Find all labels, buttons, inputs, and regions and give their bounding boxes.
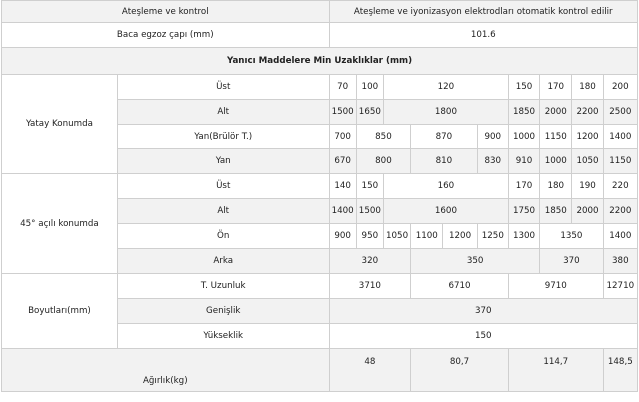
table-cell: 800 [356,149,410,174]
table-cell: 120 [383,75,508,100]
table-cell: 1200 [443,224,477,249]
table-cell: 9710 [508,274,603,299]
table-cell: 1350 [540,224,603,249]
row-label: Yan(Brülör T.) [117,125,329,149]
table-cell: 170 [540,75,572,100]
table-cell: 2500 [603,100,637,125]
table-cell: 80,7 [411,349,509,392]
table-cell: 100 [356,75,383,100]
table-cell: 1500 [329,100,356,125]
yatay-ust-row [2,75,638,100]
group-label-45: 45° açılı konumda [2,174,118,274]
row-label: Ön [117,224,329,249]
table-cell: 190 [572,174,603,199]
table-cell: 830 [477,149,508,174]
baca-label: Baca egzoz çapı (mm) [2,23,330,48]
table-cell: 2200 [572,100,603,125]
row-label: Üst [117,174,329,199]
table-cell: 1600 [383,199,508,224]
table-cell: 150 [329,324,637,349]
table-cell: 180 [572,75,603,100]
baca-row [2,23,638,48]
table-cell: 150 [356,174,383,199]
table-cell: 1200 [572,125,603,149]
table-cell: 810 [411,149,478,174]
table-cell: 2000 [572,199,603,224]
section-row [2,48,638,75]
table-cell: 1400 [603,125,637,149]
group-label-boyutlar: Boyutları(mm) [2,274,118,349]
header-label: Ateşleme ve kontrol [2,1,330,23]
row-label: Üst [117,75,329,100]
row-label: T. Uzunluk [117,274,329,299]
table-cell: 1400 [603,224,637,249]
table-cell: 200 [603,75,637,100]
table-cell: 1250 [477,224,508,249]
table-cell: 2200 [603,199,637,224]
table-cell: 1500 [356,199,383,224]
row-label: Alt [117,100,329,125]
table-cell: 1800 [383,100,508,125]
table-cell: 900 [477,125,508,149]
baca-value: 101.6 [329,23,637,48]
table-cell: 910 [508,149,539,174]
table-cell: 70 [329,75,356,100]
boyut-uzunluk-row [2,274,638,299]
row-label: Yan [117,149,329,174]
table-cell: 150 [508,75,539,100]
aci45-ust-row [2,174,638,199]
table-cell: 700 [329,125,356,149]
row-label: Yükseklik [117,324,329,349]
row-label: Alt [117,199,329,224]
table-cell: 160 [383,174,508,199]
spec-table [1,0,638,392]
table-cell: 1050 [572,149,603,174]
table-cell: 148,5 [603,349,637,392]
row-label: Ağırlık(kg) [2,349,330,392]
table-cell: 1850 [540,199,572,224]
table-cell: 1650 [356,100,383,125]
table-cell: 1050 [383,224,410,249]
table-cell: 6710 [411,274,509,299]
header-row [2,1,638,23]
agirlik-row [2,349,638,392]
table-cell: 48 [329,349,411,392]
group-label-yatay: Yatay Konumda [2,75,118,174]
table-cell: 1150 [540,125,572,149]
table-cell: 12710 [603,274,637,299]
table-cell: 1750 [508,199,539,224]
section-title: Yanıcı Maddelere Min Uzaklıklar (mm) [2,48,638,75]
row-label: Genişlik [117,299,329,324]
table-cell: 2000 [540,100,572,125]
table-cell: 670 [329,149,356,174]
table-cell: 1400 [329,199,356,224]
table-cell: 3710 [329,274,411,299]
table-cell: 1100 [411,224,443,249]
table-cell: 1000 [508,125,539,149]
table-cell: 1300 [508,224,539,249]
header-value: Ateşleme ve iyonizasyon elektrodları otomatik kontrol edilir [329,1,637,23]
table-cell: 850 [356,125,410,149]
table-cell: 1150 [603,149,637,174]
table-cell: 114,7 [508,349,603,392]
table-cell: 1000 [540,149,572,174]
table-cell: 350 [411,249,540,274]
table-cell: 900 [329,224,356,249]
table-cell: 1850 [508,100,539,125]
table-cell: 180 [540,174,572,199]
table-cell: 320 [329,249,411,274]
table-cell: 370 [540,249,603,274]
table-cell: 870 [411,125,478,149]
table-cell: 380 [603,249,637,274]
table-cell: 140 [329,174,356,199]
table-cell: 170 [508,174,539,199]
row-label: Arka [117,249,329,274]
table-cell: 950 [356,224,383,249]
table-cell: 220 [603,174,637,199]
table-cell: 370 [329,299,637,324]
